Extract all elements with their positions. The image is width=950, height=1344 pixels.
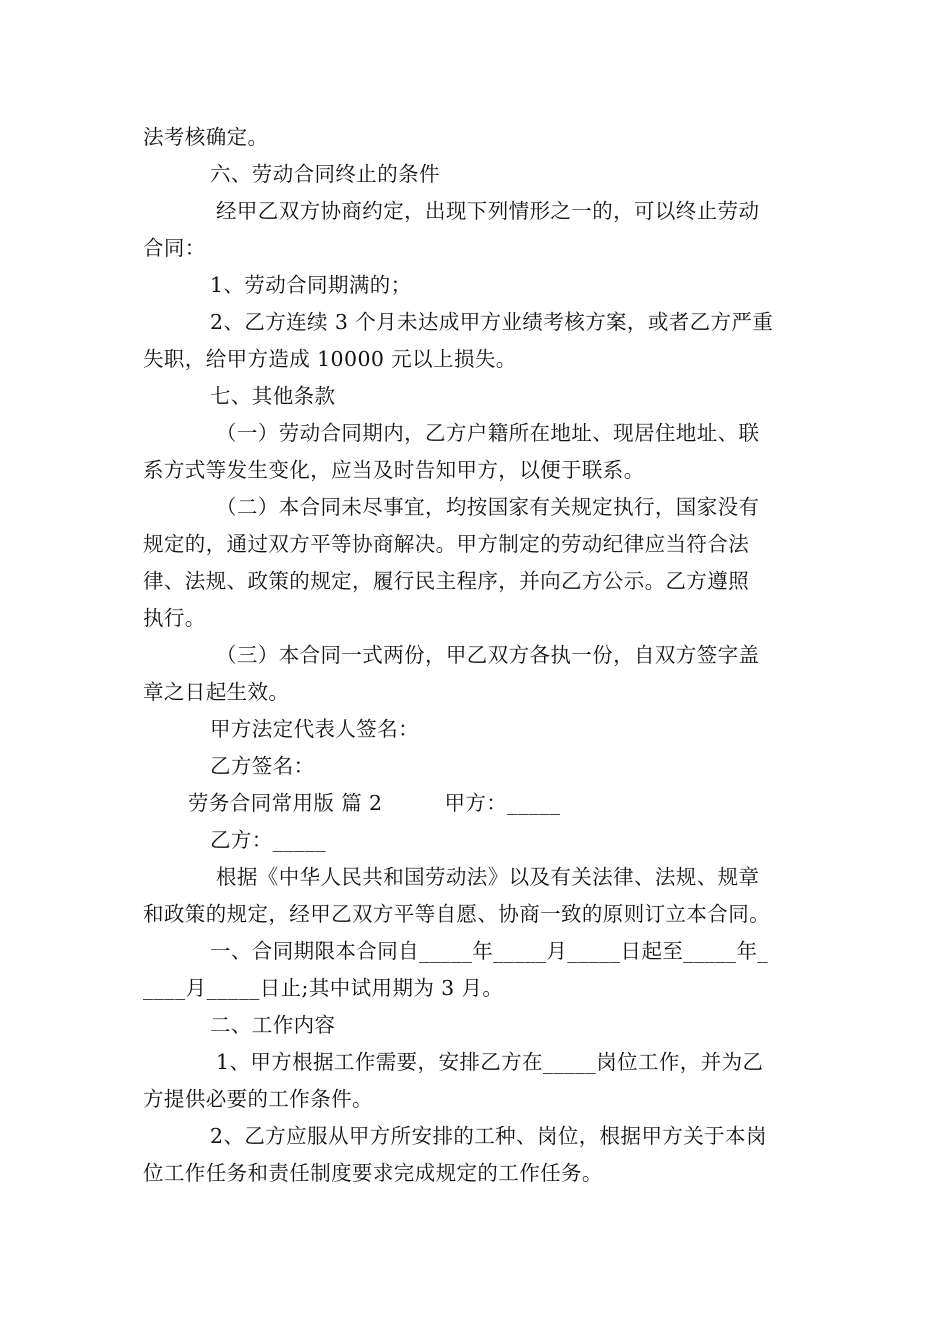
section-heading: 六、劳动合同终止的条件 <box>210 162 440 186</box>
text-line: （三）本合同一式两份，甲乙双方各执一份，自双方签字盖 <box>216 643 760 667</box>
text-line: 方提供必要的工作条件。 <box>143 1087 373 1111</box>
text-line: 位工作任务和责任制度要求完成规定的工作任务。 <box>143 1161 603 1185</box>
text-line: （一）劳动合同期内，乙方户籍所在地址、现居住地址、联 <box>216 421 760 445</box>
title-row <box>0 789 950 817</box>
list-item: 1、甲方根据工作需要，安排乙方在_____岗位工作，并为乙 <box>216 1050 764 1074</box>
list-item: 2、乙方连续 3 个月未达成甲方业绩考核方案，或者乙方严重 <box>210 310 774 334</box>
text-line: 律、法规、政策的规定，履行民主程序，并向乙方公示。乙方遵照 <box>143 569 750 593</box>
text-line: 一、合同期限本合同自_____年_____月_____日起至_____年_ <box>210 939 769 963</box>
text-line: 和政策的规定，经甲乙双方平等自愿、协商一致的原则订立本合同。 <box>143 902 770 926</box>
text-line: 规定的，通过双方平等协商解决。甲方制定的劳动纪律应当符合法 <box>143 532 750 556</box>
text-line: ____月_____日止;其中试用期为 3 月。 <box>143 976 504 1000</box>
signature-line-party-a: 甲方法定代表人签名： <box>210 717 419 741</box>
party-b-field: 乙方：_____ <box>210 828 326 852</box>
document-title: 劳务合同常用版 篇 2 <box>188 791 383 815</box>
text-line: 法考核确定。 <box>143 125 269 149</box>
section-heading: 七、其他条款 <box>210 384 336 408</box>
section-heading: 二、工作内容 <box>210 1013 336 1037</box>
text-line: （二）本合同未尽事宜，均按国家有关规定执行，国家没有 <box>216 495 760 519</box>
text-line: 合同： <box>143 236 206 260</box>
list-item: 1、劳动合同期满的； <box>210 273 412 297</box>
text-line: 章之日起生效。 <box>143 680 290 704</box>
signature-line-party-b: 乙方签名： <box>210 754 315 778</box>
text-line: 系方式等发生变化，应当及时告知甲方，以便于联系。 <box>143 458 645 482</box>
text-line: 失职，给甲方造成 10000 元以上损失。 <box>143 347 517 371</box>
text-line: 经甲乙双方协商约定，出现下列情形之一的，可以终止劳动 <box>216 199 760 223</box>
text-line: 执行。 <box>143 606 206 630</box>
list-item: 2、乙方应服从甲方所安排的工种、岗位，根据甲方关于本岗 <box>210 1124 767 1148</box>
party-a-field: 甲方：_____ <box>444 791 561 815</box>
text-line: 根据《中华人民共和国劳动法》以及有关法律、法规、规章 <box>216 865 760 889</box>
